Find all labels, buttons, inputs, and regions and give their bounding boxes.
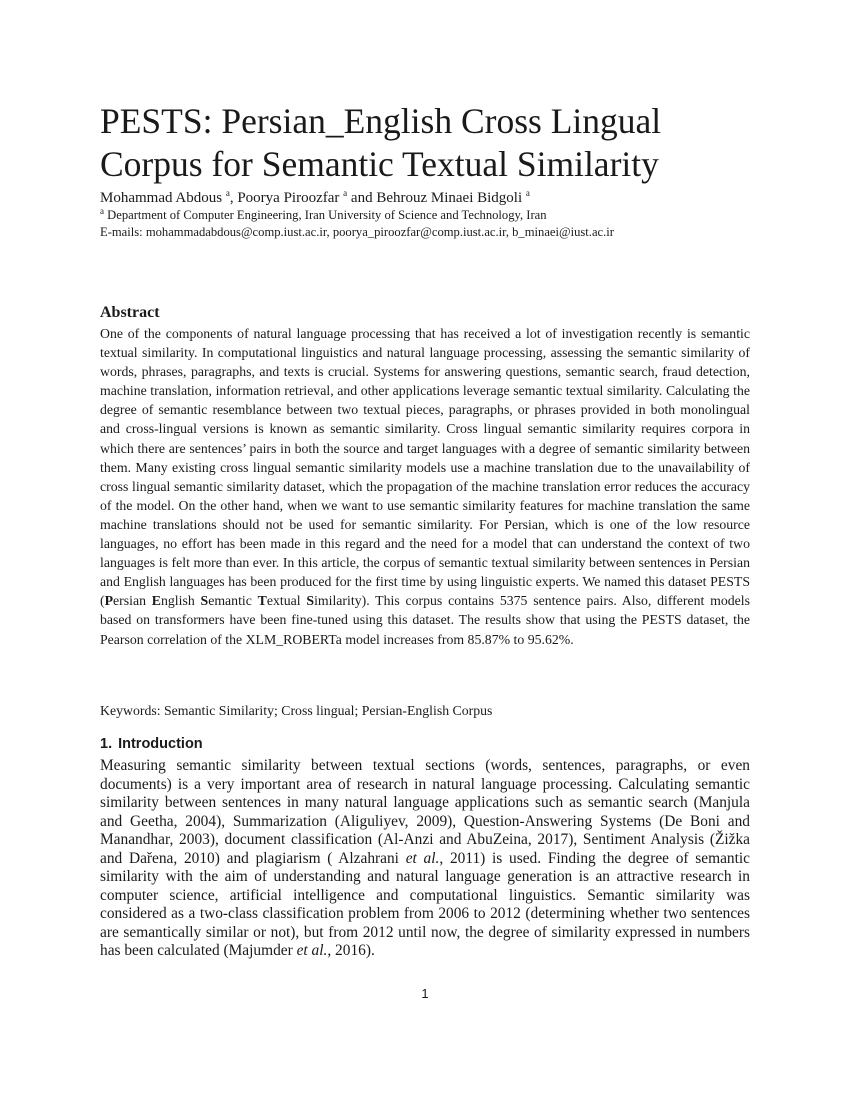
abstract-text: One of the components of natural language processing that has received a lot of investigation recently is semantic textual similarity. In computational linguistics and natural language processing, assessing the semantic similarity of words, phrases, paragraphs, and texts is crucial. Systems for answering questions, semantic search, fraud detection, machine translation, information retrieval, and other applications leverage semantic textual similarity. Calculating the degree of semantic resemblance between two textual pieces, paragraphs, or phrases provided in both monolingual and cross-lingual versions is known as semantic similarity. Cross lingual semantic similarity requires corpora in which there are sentences’ pairs in both the source and target languages with a degree of semantic similarity between them. Many existing cross lingual semantic similarity models use a machine translation due to the unavailability of cross lingual semantic similarity dataset, which the propagation of the machine translation error reduces the accuracy of the model. On the other hand, when we want to use semantic similarity features for machine translation the same machine translations should not be used for semantic similarity. For Persian, which is one of the low resource languages, no effort has been made in this regard and the need for a model that can understand the context of two languages is felt more than ever. In this article, the corpus of semantic textual similarity between sentences in Persian and English languages has been produced for the first time by using linguistic experts. We named this dataset PESTS ( [100,326,750,609]
abstract-body [100,324,750,649]
acronym-letter: P [104,593,114,609]
keywords: Keywords: Semantic Similarity; Cross lingual; Persian-English Corpus [100,703,493,718]
acronym-word: imilarity [314,593,362,609]
acronym-letter: S [306,593,315,609]
author-separator: , [229,190,238,206]
author-name: Behrouz Minaei Bidgoli [376,190,523,206]
paper-title-line-1: PESTS: Persian_English Cross Lingual [100,101,662,141]
section-number: 1. [100,736,113,752]
acronym-word: extual [266,593,307,609]
author-block [100,190,800,241]
affiliation-mark: a [225,188,230,198]
author-list [100,190,800,207]
paper-title-line-2: Corpus for Semantic Textual Similarity [100,144,659,184]
affiliation-text: Department of Computer Engineering, Iran University of Science and Technology, Iran [107,208,547,222]
paragraph-text: Measuring semantic similarity between textual sections (words, sentences, paragraphs, or even documents) is a very important area of research in natural language processing. Calculating semantic similarity between sentences in many natural language applications such as semantic search (Manjula and Geetha, 2004), Summarization (Aliguliyev, 2009), Question-Answering Systems (De Boni and Manandhar, 2003), document classification (Al-Anzi and AbuZeina, 2017), Sentiment Analysis (Žižka and Dařena, 2010) and plagiarism ( Alzahrani [100,757,750,867]
affiliation-mark: a [343,188,348,198]
affiliation-mark: a [100,205,104,216]
acronym-word: emantic [208,593,258,609]
acronym-letter: S [200,593,209,609]
section-heading-introduction [100,736,203,752]
abstract-text: ). This corpus contains 5375 sentence pairs. Also, different models based on transformers have been fine-tuned using this dataset. The results show that using the PESTS dataset, the Pearson correlation of the XLM_ROBERTa model increases from 85.87% to 95.62%. [100,593,750,647]
paragraph-text: , 2011) is used. Finding the degree of semantic similarity with the aim of understanding and natural language generation is an attractive research in computer science, artificial intelligence and computational linguistics. Semantic similarity was considered as a two-class classification problem from 2006 to 2012 (determining whether two sentences are semantically similar or not), but from 2012 until now, the degree of similarity expressed in numbers has been calculated (Majumder [100,849,750,959]
page-number: 1 [421,986,429,1001]
citation-etal: et al. [296,942,328,959]
author-name: Mohammad Abdous [100,190,223,206]
author-name: Poorya Piroozfar [237,190,340,206]
abstract-heading: Abstract [100,304,160,321]
paper-title [100,100,780,186]
paragraph-text: , 2016). [327,942,375,959]
author-separator: and [347,190,377,206]
acronym-letter: T [257,593,267,609]
affiliation [100,207,800,224]
author-emails: E-mails: mohammadabdous@comp.iust.ac.ir, poorya_piroozfar@comp.iust.ac.ir, b_minaei@iust.ac.ir [100,225,614,239]
affiliation-mark: a [525,188,530,198]
section-title: Introduction [118,736,203,752]
acronym-word: ersian [113,593,152,609]
acronym-word: nglish [160,593,201,609]
citation-etal: et al. [405,849,440,867]
introduction-paragraph [100,757,750,961]
acronym-letter: E [151,593,161,609]
